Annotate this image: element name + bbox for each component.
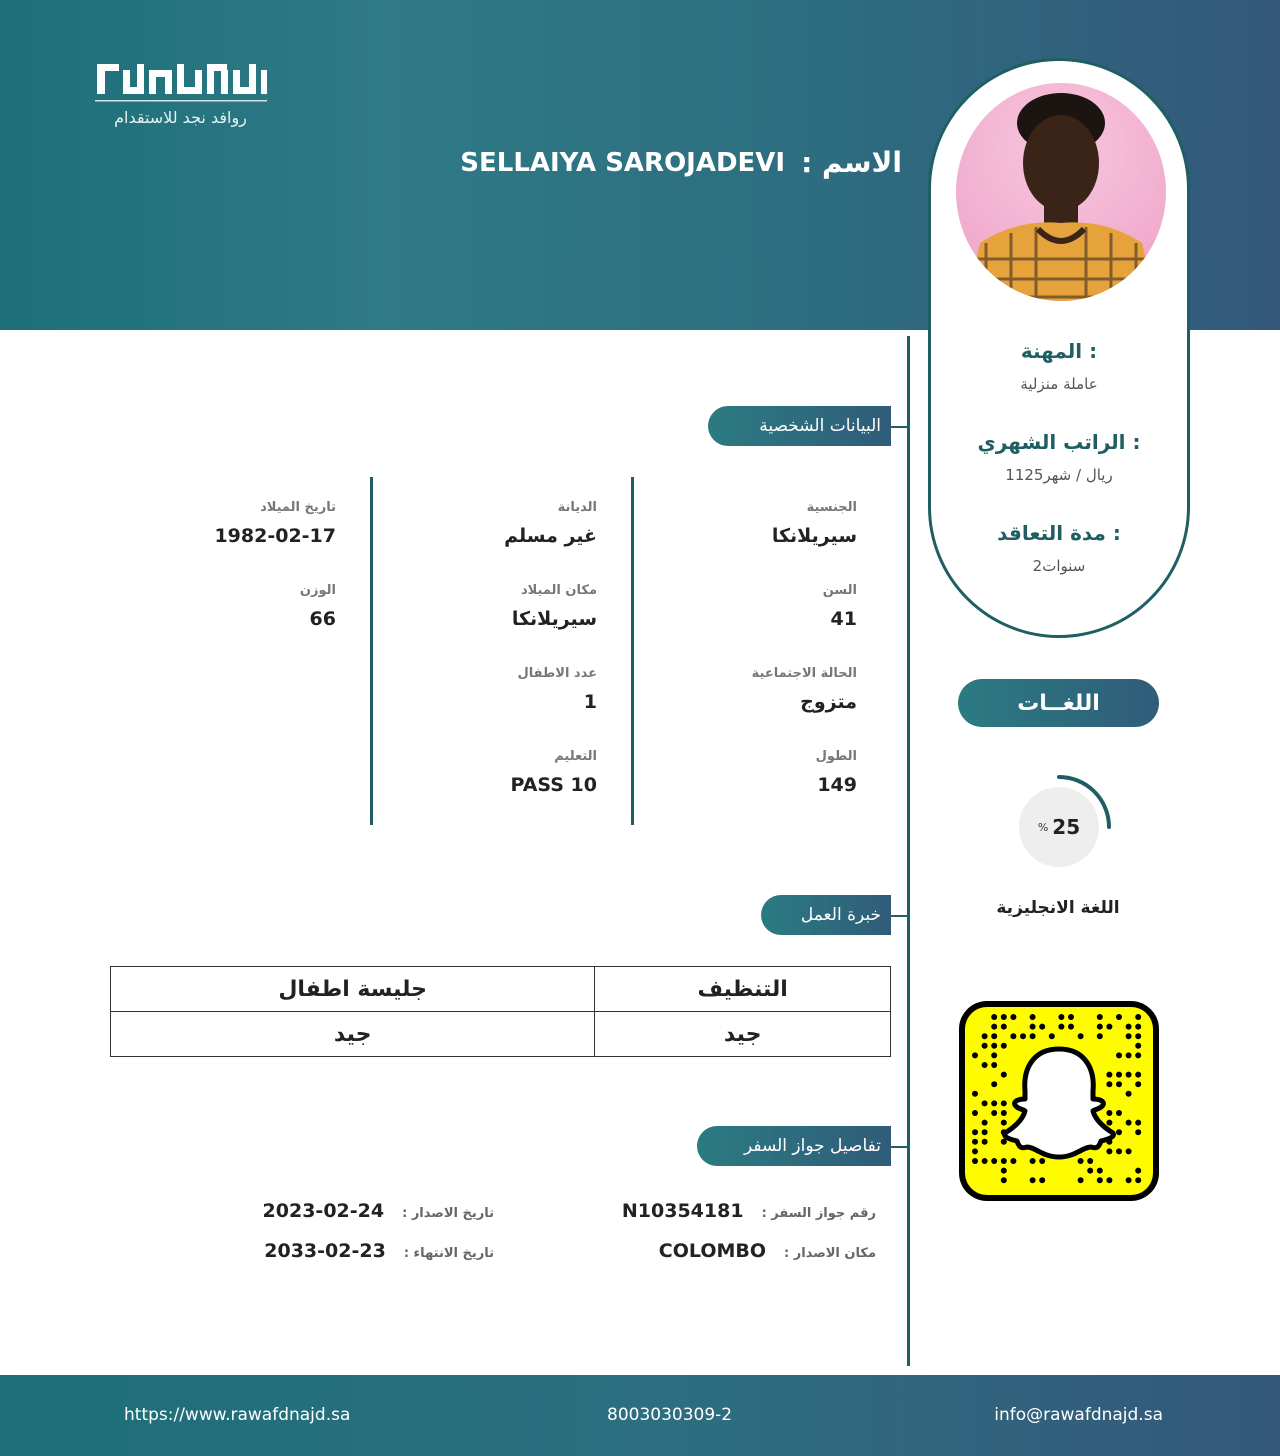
field-children [518,666,598,713]
section-tab-experience-label: خبرة العمل [800,905,881,925]
section-tab-connector [891,915,907,917]
column-divider [631,477,634,825]
passport-expiry-row [264,1240,494,1262]
field-label: عدد الاطفال [517,666,597,681]
field-label: الديانة [557,500,597,515]
passport-issue-date-value: 2023-02-24 [262,1200,385,1222]
table-cell: جيد [111,1012,595,1057]
field-value: سيريلانكا [771,525,857,547]
field-age [823,583,857,630]
field-value: PASS 10 [510,774,597,796]
section-tab-experience [761,895,891,935]
languages-title: اللغــات [1017,690,1100,716]
section-tab-connector [891,426,907,428]
logo-mark-icon [93,60,269,104]
passport-number-value: N10354181 [621,1200,744,1222]
field-label: السن [822,583,857,598]
table-cell: جيد [595,1012,891,1057]
field-label: تاريخ الميلاد [260,500,336,515]
candidate-name-line [460,146,902,179]
section-tab-personal-label: البيانات الشخصية [759,416,881,436]
passport-expiry-value: 2033-02-23 [264,1240,386,1262]
language-gauge-center [1019,787,1099,867]
candidate-name-label: الاسم : [801,146,902,179]
snapcode[interactable] [959,1001,1159,1201]
passport-issue-date-row [263,1200,494,1222]
language-percent-value: 25 [1052,815,1081,839]
field-religion [504,500,597,547]
passport-number-label: رقم جواز السفر : [761,1206,876,1221]
work-experience-table [110,966,891,1057]
passport-issue-place-value: COLOMBO [658,1240,767,1262]
table-row [111,967,891,1012]
section-tab-passport [697,1126,891,1166]
section-tab-connector [891,1146,907,1148]
field-nationality [772,500,857,547]
passport-issue-place-row [659,1240,876,1262]
contract-label: مدة التعاقد : [997,521,1121,545]
field-height [816,749,857,796]
footer-phone[interactable]: 8003030309-2 [607,1405,733,1425]
contract-block [931,521,1187,575]
profession-block [931,339,1187,393]
field-date-of-birth [214,500,336,547]
field-value: 1 [583,691,597,713]
logo-subtitle: روافد نجد للاستقدام [114,108,247,127]
passport-issue-place-label: مكان الاصدار : [784,1246,876,1261]
field-weight [300,583,336,630]
field-value: سيريلانكا [511,608,597,630]
field-value: غير مسلم [504,525,597,547]
field-value: 1982-02-17 [214,525,336,547]
field-value: 66 [309,608,336,630]
column-divider [370,477,373,825]
field-label: الوزن [299,583,336,598]
candidate-name: SELLAIYA SAROJADEVI [460,147,786,178]
language-name-english: اللغة الانجليزية [996,898,1120,918]
language-percent-sign: % [1037,820,1049,834]
profession-value: عاملة منزلية [1020,375,1098,393]
field-education [511,749,597,796]
salary-label: الراتب الشهري : [977,430,1141,454]
field-label: التعليم [554,749,597,764]
profile-card [928,58,1190,638]
section-tab-personal [708,406,891,446]
profession-label: المهنة : [1020,339,1098,363]
snapcode-face [965,1007,1153,1195]
passport-number-row [622,1200,876,1222]
field-value: متزوج [800,691,857,713]
passport-issue-date-label: تاريخ الاصدار : [402,1206,494,1221]
salary-block [931,430,1187,484]
table-row [111,1012,891,1057]
footer-bar [0,1375,1280,1456]
contract-value: 2سنوات [1032,557,1086,575]
field-label: الجنسية [806,500,857,515]
field-birthplace [512,583,597,630]
brand-logo[interactable] [88,60,273,140]
table-header-cell: التنظيف [595,967,891,1012]
passport-expiry-label: تاريخ الانتهاء : [403,1246,494,1261]
candidate-photo [956,83,1166,301]
footer-email-link[interactable]: info@rawafdnajd.sa [994,1405,1163,1425]
section-tab-passport-label: تفاصيل جواز السفر [743,1136,881,1156]
footer-website-link[interactable]: https://www.rawafdnajd.sa [124,1405,351,1425]
ghost-icon [965,1007,1153,1195]
timeline-spine [907,336,910,1366]
field-value: 149 [817,774,857,796]
candidate-photo-illustration [956,83,1166,301]
field-label: مكان الميلاد [520,583,597,598]
field-value: 41 [830,608,857,630]
field-label: الطول [815,749,857,764]
languages-header [958,679,1159,727]
field-label: الحالة الاجتماعية [751,666,857,681]
field-marital-status [752,666,857,713]
language-gauge-english [1006,774,1112,880]
table-header-cell: جليسة اطفال [111,967,595,1012]
salary-value: 1125ريال / شهر [1005,466,1113,484]
